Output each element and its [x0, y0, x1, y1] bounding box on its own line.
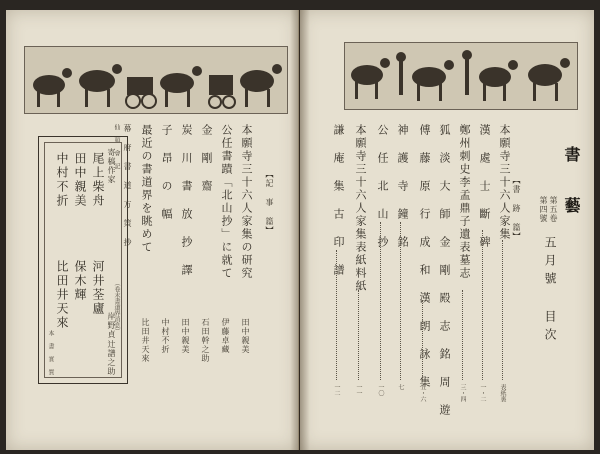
issue-label: 五月號 目次 [543, 236, 557, 346]
section-label-shoseki: 【書 跡 篇】 [512, 176, 521, 241]
section-label-kiji: 【記 事 篇】 [265, 170, 274, 235]
number-label: 第四號 [539, 196, 548, 223]
toc-page-number: 三・四 [459, 384, 466, 402]
toc-page-number: 一二 [333, 384, 340, 396]
leader-dots [358, 290, 359, 380]
contributor-name: 中村不折 [55, 152, 69, 208]
toc-page-number: 七 [397, 384, 404, 390]
article-author: 中村不折 [161, 318, 170, 354]
toc-entry[interactable]: 漢 處 士 斷 碑 [478, 124, 491, 249]
toc-entry[interactable]: 本願寺三十六人家集 [498, 124, 511, 241]
article-title[interactable]: 公任書蹟「北山抄」に就て [220, 124, 233, 280]
toc-entry[interactable]: 傅 藤 原 行 成 和 漢 朗 詠 集 [418, 124, 431, 389]
leader-dots [336, 250, 337, 380]
toc-page-number: 一一 [355, 384, 362, 396]
toc-entry[interactable]: 鄭州刺史李孟鼎子遺表墓志 [458, 124, 471, 280]
leader-dots [482, 230, 483, 380]
contributor-name: 岸野貞 [107, 312, 116, 339]
leader-dots [462, 290, 463, 380]
article-title[interactable]: 金 剛 齋 [200, 124, 213, 193]
toc-entry[interactable]: 謙 庵 集 古 印 譜 [332, 124, 345, 277]
toc-entry[interactable]: 本願寺三十六人家集表紙料紙 [354, 124, 367, 293]
leader-dots [400, 222, 401, 380]
article-title[interactable]: 仙 頭 會 記 [113, 124, 120, 169]
contributor-name: 辻譜之助 [107, 340, 116, 376]
volume-label: 第五卷 [549, 196, 558, 223]
toc-entry[interactable]: 公 任 北 山 抄 [376, 124, 389, 249]
left-banner-illustration [24, 46, 288, 114]
leader-dots [422, 300, 423, 380]
contributor-name: 比田井天來 [55, 260, 69, 330]
footnote-small: （卷末書道界消息） [113, 280, 120, 334]
article-author: 比田井天來 [141, 318, 150, 363]
article-title[interactable]: 最近の書道界を眺めて [140, 124, 153, 254]
toc-page-number: 一・二 [479, 384, 486, 402]
article-title[interactable]: 炭 川 書 放 抄 譯 [180, 124, 193, 277]
book-gutter [290, 10, 310, 450]
toc-entry[interactable]: 狐 淡 大 師 金 剛 殿 志 銘 周 遊 [438, 124, 451, 417]
contributor-name: 保木輝 [73, 260, 87, 302]
contributor-name: 尾上柴舟 [91, 152, 105, 208]
right-banner-illustration [344, 42, 578, 110]
leader-dots [502, 240, 503, 380]
toc-page-number: 五・六 [419, 384, 426, 402]
contributors-heading: 寄稿作家 [107, 148, 116, 184]
article-title[interactable]: 幕 府 書 道 方 策 抄 [123, 124, 132, 247]
toc-page-number: 一〇 [377, 384, 384, 396]
toc-page-number: 表紙裏 [499, 384, 506, 402]
article-title[interactable]: 本願寺三十六人家集の研究 [240, 124, 253, 280]
article-title[interactable]: 子 昂 の 幅 [160, 124, 173, 221]
contributor-name: 河井荃廬 [91, 260, 105, 316]
magazine-title: 書 藝 [562, 146, 581, 221]
colophon-note: 本 書 實 質 [47, 330, 54, 375]
article-author: 田中親美 [181, 318, 190, 354]
article-author: 石田幹之助 [201, 318, 210, 363]
contributor-name: 田中親美 [73, 152, 87, 208]
article-author: 伊藤卓藏 [221, 318, 230, 354]
toc-entry[interactable]: 神 護 寺 鐘 銘 [396, 124, 409, 249]
article-author: 田中親美 [241, 318, 250, 354]
leader-dots [380, 222, 381, 380]
